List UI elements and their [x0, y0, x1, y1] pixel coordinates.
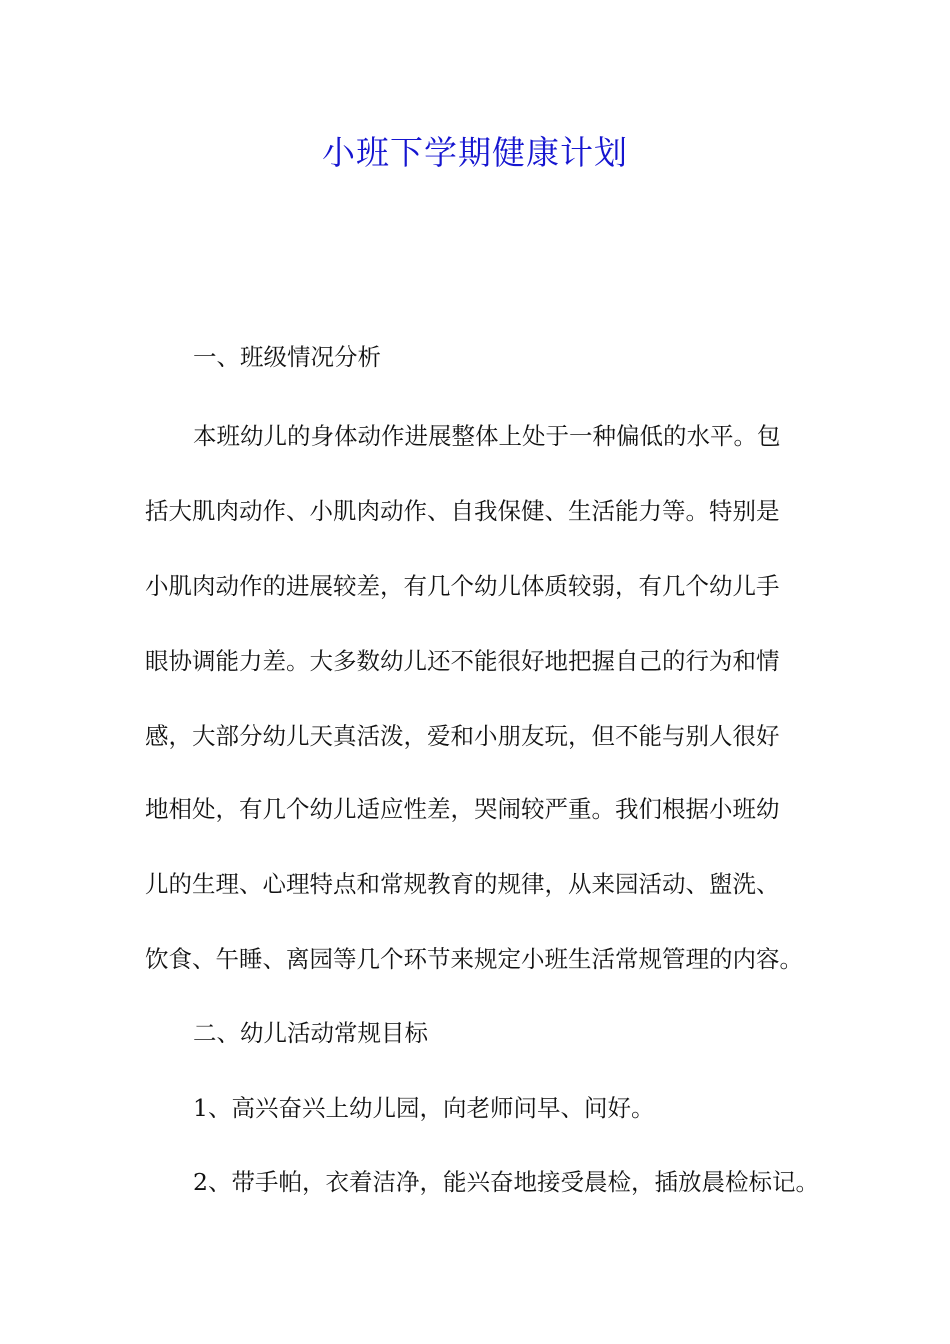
paragraph-line: 小肌肉动作的进展较差，有几个幼儿体质较弱，有几个幼儿手	[145, 572, 780, 600]
list-item: 2、带手帕，衣着洁净，能兴奋地接受晨检，插放晨检标记。	[193, 1168, 819, 1196]
paragraph-line: 儿的生理、心理特点和常规教育的规律，从来园活动、盥洗、	[145, 870, 780, 898]
section-heading-class-analysis: 一、班级情况分析	[193, 343, 381, 371]
list-item: 1、高兴奋兴上幼儿园，向老师问早、问好。	[193, 1094, 655, 1122]
paragraph-line: 感，大部分幼儿天真活泼，爱和小朋友玩，但不能与别人很好	[145, 722, 780, 750]
paragraph-line: 饮食、午睡、离园等几个环节来规定小班生活常规管理的内容。	[145, 945, 803, 973]
paragraph-line: 眼协调能力差。大多数幼儿还不能很好地把握自己的行为和情	[145, 647, 780, 675]
paragraph-line: 地相处，有几个幼儿适应性差，哭闹较严重。我们根据小班幼	[145, 795, 780, 823]
paragraph-line: 本班幼儿的身体动作进展整体上处于一种偏低的水平。包	[193, 422, 781, 450]
section-heading-activity-goals: 二、幼儿活动常规目标	[193, 1019, 428, 1047]
document-title: 小班下学期健康计划	[322, 133, 628, 172]
paragraph-line: 括大肌肉动作、小肌肉动作、自我保健、生活能力等。特别是	[145, 497, 780, 525]
